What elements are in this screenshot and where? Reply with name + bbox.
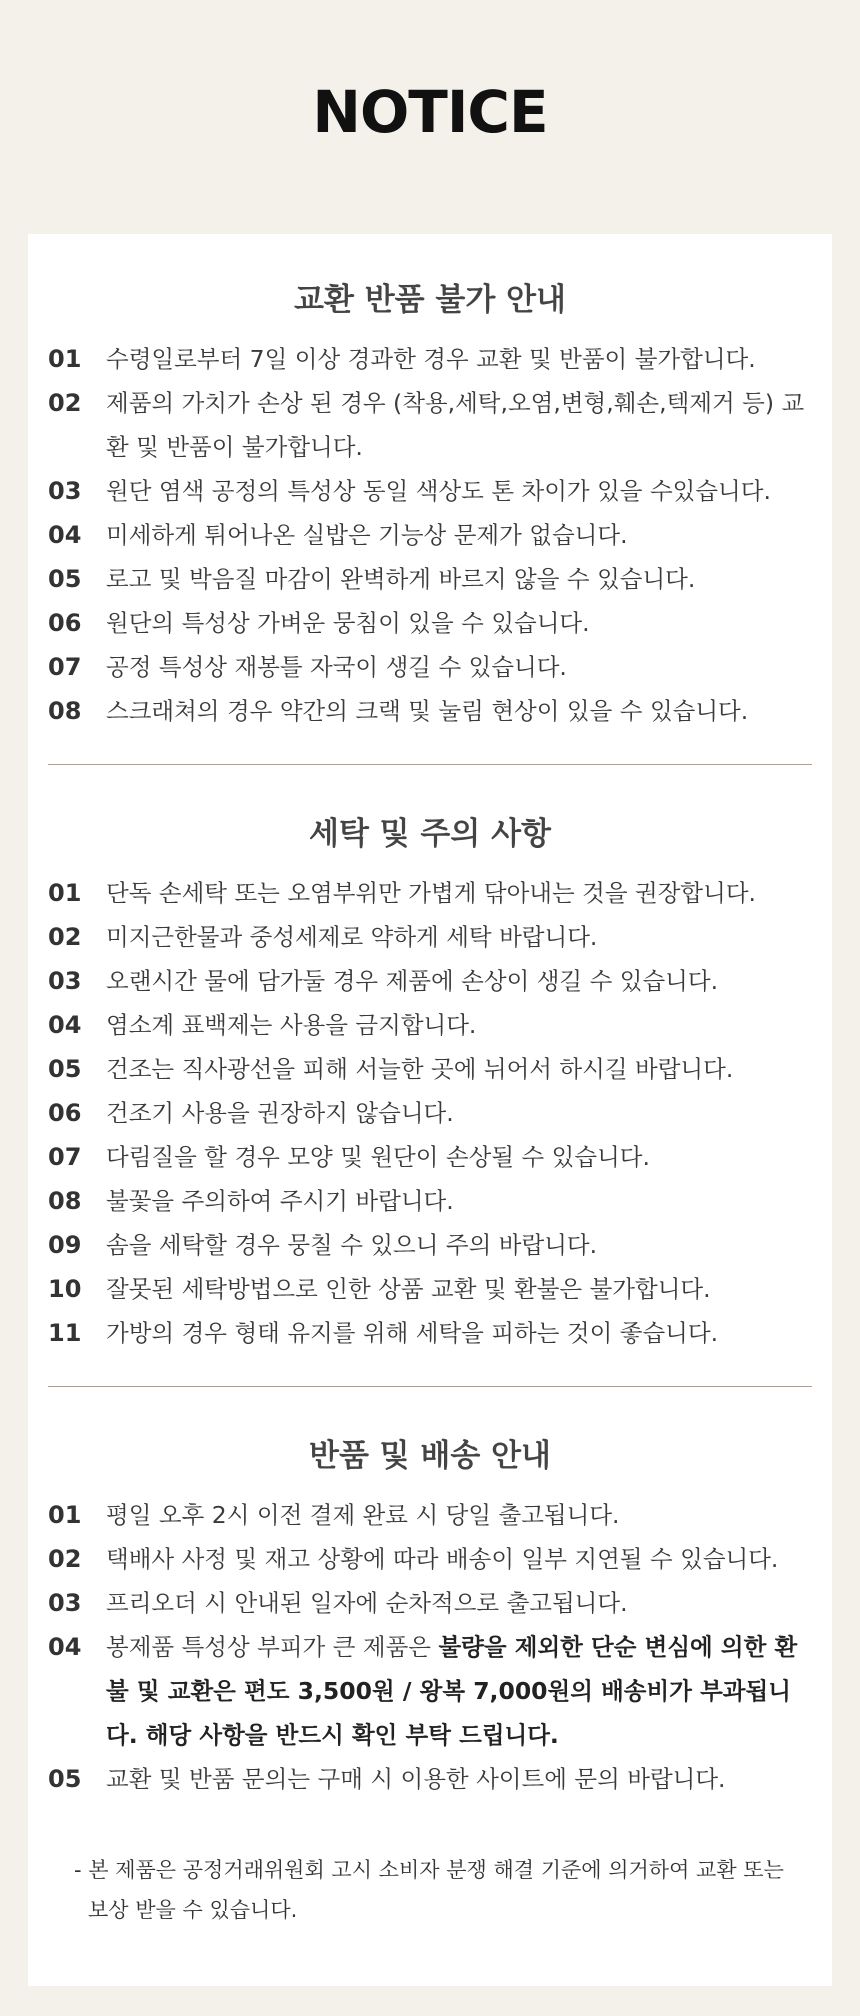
item-number: 01 [48,1501,82,1529]
item-text: 공정 특성상 재봉틀 자국이 생길 수 있습니다. [106,653,567,681]
item-text: 다림질을 할 경우 모양 및 원단이 손상될 수 있습니다. [106,1143,650,1171]
item-text: 솜을 세탁할 경우 뭉칠 수 있으니 주의 바랍니다. [106,1231,598,1259]
item-text [106,1625,812,1757]
list-item [48,689,812,733]
item-text: 원단의 특성상 가벼운 뭉침이 있을 수 있습니다. [106,609,590,637]
list-item [48,1581,812,1625]
item-number: 02 [48,1545,82,1573]
item-text: 염소계 표백제는 사용을 금지합니다. [106,1011,477,1039]
section-divider [48,1386,812,1387]
list-item [48,337,812,381]
item-text: 제품의 가치가 손상 된 경우 (착용,세탁,오염,변형,훼손,텍제거 등) 교환 및 반품이 불가합니다. [106,389,805,461]
item-text: 평일 오후 2시 이전 결제 완료 시 당일 출고됩니다. [106,1501,620,1529]
section-title: 반품 및 배송 안내 [309,1438,551,1474]
list-item [48,1311,812,1355]
item-number: 08 [48,1187,82,1215]
item-number: 04 [48,1011,82,1039]
list-item [48,1757,812,1801]
item-text: 오랜시간 물에 담가둘 경우 제품에 손상이 생길 수 있습니다. [106,967,719,995]
item-text-plain: 봉제품 특성상 부피가 큰 제품은 [106,1633,439,1661]
item-number: 01 [48,345,82,373]
item-text: 가방의 경우 형태 유지를 위해 세탁을 피하는 것이 좋습니다. [106,1319,719,1347]
item-number: 09 [48,1231,82,1259]
item-number: 06 [48,609,82,637]
item-number: 10 [48,1275,82,1303]
item-number: 11 [48,1319,82,1347]
item-number: 05 [48,1765,82,1793]
item-number: 04 [48,1633,82,1661]
item-text: 건조기 사용을 권장하지 않습니다. [106,1099,454,1127]
list-item [48,1493,812,1537]
item-number: 07 [48,653,82,681]
section-no-return [48,274,812,733]
item-number: 05 [48,565,82,593]
item-number: 01 [48,879,82,907]
item-text: 교환 및 반품 문의는 구매 시 이용한 사이트에 문의 바랍니다. [106,1765,726,1793]
list-item [48,645,812,689]
section-divider [48,764,812,765]
item-text: 택배사 사정 및 재고 상황에 따라 배송이 일부 지연될 수 있습니다. [106,1545,779,1573]
item-text: 미지근한물과 중성세제로 약하게 세탁 바랍니다. [106,923,598,951]
list-item [48,1135,812,1179]
footnote [74,1850,794,1930]
list-item [48,871,812,915]
item-number: 03 [48,967,82,995]
item-text: 프리오더 시 안내된 일자에 순차적으로 출고됩니다. [106,1589,628,1617]
list-item [48,1091,812,1135]
page-title: NOTICE [312,78,548,146]
item-number: 02 [48,389,82,417]
list-item [48,959,812,1003]
item-number: 02 [48,923,82,951]
item-text: 잘못된 세탁방법으로 인한 상품 교환 및 환불은 불가합니다. [106,1275,711,1303]
footnote-line: - 본 제품은 공정거래위원회 고시 소비자 분쟁 해결 기준에 의거하여 교환 또는 [74,1858,784,1882]
list-item [48,1267,812,1311]
list-item [48,557,812,601]
section-title: 교환 반품 불가 안내 [294,282,566,318]
item-text: 불꽃을 주의하여 주시기 바랍니다. [106,1187,454,1215]
item-text: 단독 손세탁 또는 오염부위만 가볍게 닦아내는 것을 권장합니다. [106,879,756,907]
list-item [48,381,812,469]
section-washing-care [48,808,812,1355]
list-item [48,1179,812,1223]
list-item [48,1223,812,1267]
list-item [48,1625,812,1757]
section-return-shipping [48,1430,812,1801]
item-number: 07 [48,1143,82,1171]
item-number: 03 [48,1589,82,1617]
item-number: 04 [48,521,82,549]
item-text: 원단 염색 공정의 특성상 동일 색상도 톤 차이가 있을 수있습니다. [106,477,771,505]
item-text: 건조는 직사광선을 피해 서늘한 곳에 뉘어서 하시길 바랍니다. [106,1055,734,1083]
item-text-emphasis: 불량을 제외한 단순 변심에 의한 환불 및 교환은 편도 3,500원 / 왕복 7,000원의 배송비가 부과됩니다. 해당 사항을 반드시 확인 부탁 드립니다. [106,1633,798,1749]
notice-card [28,234,832,1986]
list-item [48,1003,812,1047]
footnote-line: 보상 받을 수 있습니다. [88,1898,298,1922]
list-item [48,469,812,513]
list-item [48,1047,812,1091]
list-item [48,915,812,959]
item-number: 08 [48,697,82,725]
list-item [48,1537,812,1581]
item-number: 06 [48,1099,82,1127]
item-text: 미세하게 튀어나온 실밥은 기능상 문제가 없습니다. [106,521,628,549]
item-number: 05 [48,1055,82,1083]
item-text: 로고 및 박음질 마감이 완벽하게 바르지 않을 수 있습니다. [106,565,696,593]
list-item [48,513,812,557]
item-text: 수령일로부터 7일 이상 경과한 경우 교환 및 반품이 불가합니다. [106,345,756,373]
section-title: 세탁 및 주의 사항 [309,816,551,852]
item-text: 스크래쳐의 경우 약간의 크랙 및 눌림 현상이 있을 수 있습니다. [106,697,749,725]
list-item [48,601,812,645]
item-number: 03 [48,477,82,505]
